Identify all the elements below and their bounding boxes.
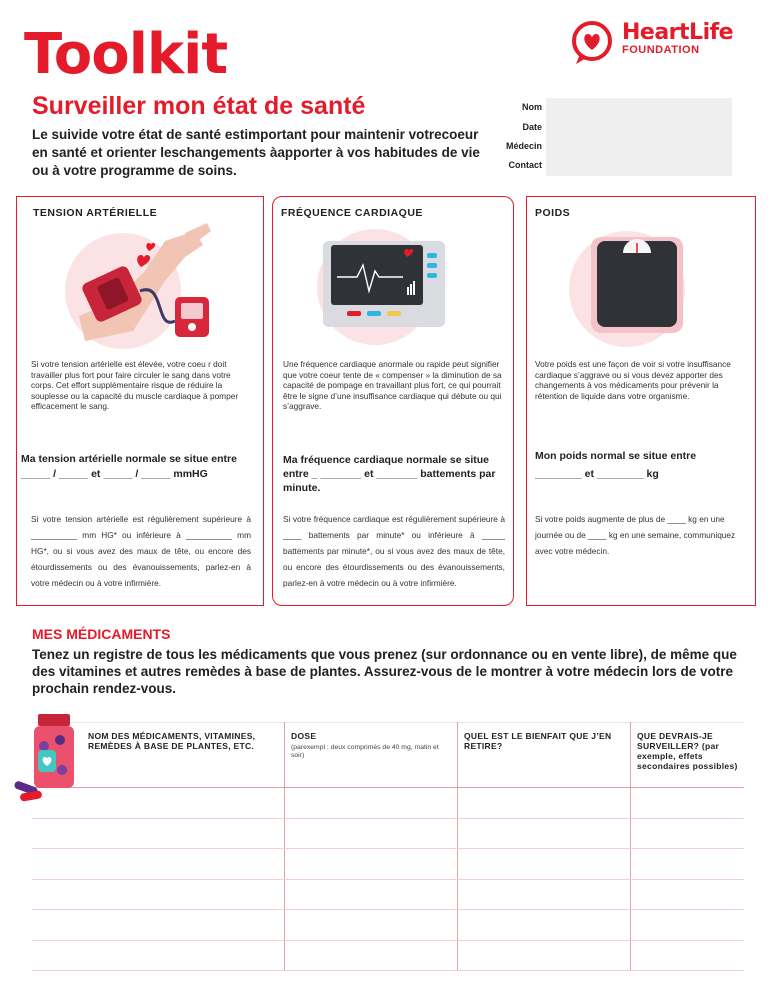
column-header-watch: QUE DEVRAIS-JE SURVEILLER? (par exemple, effets secondaires possibles) [631,723,745,788]
column-header-name: NOM DES MÉDICAMENTS, VITAMINES, REMÈDES À BASE DE PLANTES, ETC. [32,723,285,788]
name-label: Nom [522,102,542,112]
table-header-row [32,723,744,788]
heart-rate-title: FRÉQUENCE CARDIAQUE [281,207,423,219]
weight-description: Votre poids est une façon de voir si votre insuffisance cardiaque s’aggrave ou si vous devez apporter des changements à vos médicaments pour prévenir la rétention de liquide dans votre organisme. [535,359,731,401]
logo-subname: FOUNDATION [622,44,700,56]
table-row [32,910,744,941]
page-title: Toolkit [24,22,228,87]
table-row [32,879,744,910]
weight-title: POIDS [535,207,571,219]
intro-text: Le suivide votre état de santé estimportant pour maintenir votrecoeur en santé et orienter leschangements àapporter à vos habitudes de vie ou à votre programme de soins. [32,127,480,178]
doctor-label: Médecin [505,141,542,151]
date-label: Date [522,122,542,132]
name-row [490,98,732,118]
dose-example: (parexempl : deux comprimés de 40 mg, matin et soir) [291,744,439,759]
blood-pressure-description: Si votre tension artérielle est élevée, votre coeu r doit travailler plus fort pour faire circuler le sang dans votre corps. Cet effort supplémentaire risque de réduire la souplesse ou la capacité du muscle cardiaque à pomper efficacement le sang. [31,359,239,411]
medications-table [32,722,744,971]
table-row [32,849,744,880]
blood-pressure-title: TENSION ARTÉRIELLE [33,207,158,219]
heart-rate-description: Une fréquence cardiaque anormale ou rapide peut signifier que votre coeur tente de « compenser » la diminution de sa capacité de pompage en travaillant plus fort, ce qui pourrait être le signe d’une insuffisance cardiaque qui débute ou qui s’aggrave. [283,359,502,411]
heart-bubble-icon [570,20,616,66]
blood-pressure-cuff-icon [45,221,235,351]
contact-label: Contact [508,160,542,170]
weight-normal-label: Mon poids normal se situe entre [535,450,697,462]
blood-pressure-normal-blanks[interactable]: _____ / _____ et _____ / _____ mmHG [21,468,208,480]
date-field[interactable] [546,118,732,138]
medications-intro: Tenez un registre de tous les médicaments que vous prenez (sur ordonnance ou en vente libre), de même que des vitamines et autres remèdes à base de plantes. Assurez-vous de le montrer à votre médecin lors de votre prochain rendez-vous. [32,647,737,696]
doctor-row [490,137,732,157]
heart-rate-normal-range[interactable]: Ma fréquence cardiaque normale se situe entre _ _______ et _______ battements par minute. [283,454,496,494]
doctor-field[interactable] [546,137,732,157]
weight-panel [526,196,756,606]
logo-name: HeartLife [622,20,734,45]
heart-monitor-icon [321,235,449,331]
blood-pressure-warning: Si votre tension artérielle est régulièrement supérieure à __________ mm HG* ou inférieure à __________ mm HG*, ou si vous avez des maux de tête, ou encore des étourdissements ou des évanouissements, parlez-en à votre médecin ou à votre infirmière. [31,514,251,588]
blood-pressure-panel [16,196,264,606]
scale-icon [587,233,687,337]
page-subtitle: Surveiller mon état de santé [32,92,366,120]
table-row [32,788,744,819]
table-row [32,940,744,971]
column-header-dose: DOSE (parexempl : deux comprimés de 40 mg, matin et soir) [285,723,458,788]
heart-rate-warning: Si votre fréquence cardiaque est régulièrement supérieure à ____ battements par minute* ou inférieure à _____ battements par minute*, ou si vous avez des maux de tête, ou encore des étourdissements ou des évanouissements, parlez-en à votre médecin ou à votre infirmière. [283,514,505,588]
table-row [32,818,744,849]
date-row [490,118,732,138]
column-header-benefit: QUEL EST LE BIENFAIT QUE J’EN RETIRE? [458,723,631,788]
weight-warning: Si votre poids augmente de plus de ____ kg en une journée ou de ____ kg en une semaine, communiquez avec votre médecin. [535,514,736,556]
heartlife-logo [570,20,740,66]
heart-rate-panel [272,196,514,606]
weight-normal-blanks[interactable]: ________ et ________ kg [535,468,659,480]
contact-row [490,156,732,176]
pill-bottle-icon [12,712,82,804]
name-field[interactable] [546,98,732,118]
blood-pressure-normal-label: Ma tension artérielle normale se situe entre [21,453,237,465]
medications-title: MES MÉDICAMENTS [32,626,171,642]
contact-field[interactable] [546,156,732,176]
